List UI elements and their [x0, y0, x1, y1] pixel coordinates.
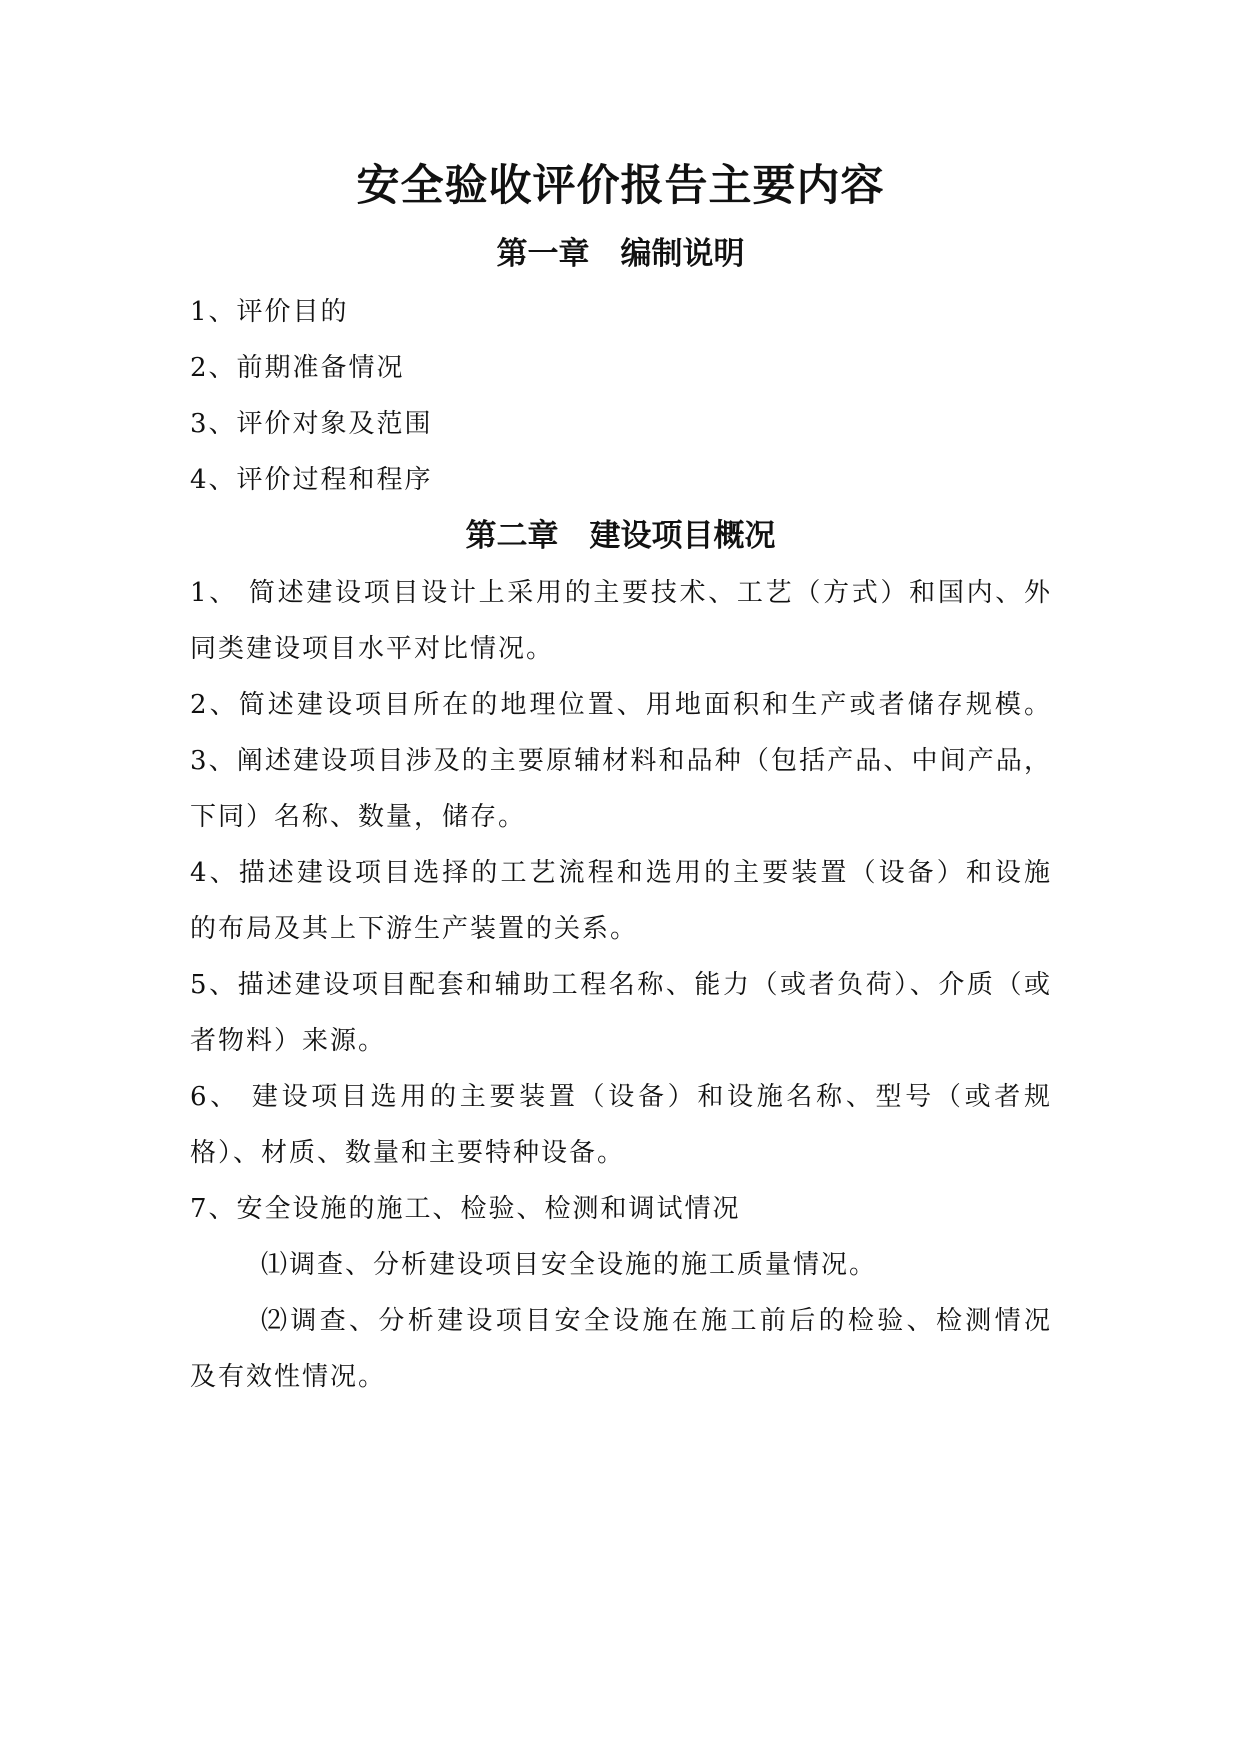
- chapter-2-line: 5、描述建设项目配套和辅助工程名称、能力（或者负荷）、介质（或: [190, 970, 1052, 1000]
- chapter-2-subitem: ⑴调查、分析建设项目安全设施的施工质量情况。: [261, 1250, 878, 1280]
- chapter-2-line: 的布局及其上下游生产装置的关系。: [190, 914, 639, 944]
- chapter-2-subitem: ⑵调查、分析建设项目安全设施在施工前后的检验、检测情况: [261, 1306, 1052, 1336]
- chapter-1-item: 4、评价过程和程序: [190, 465, 433, 495]
- chapter-2-line: 者物料）来源。: [190, 1026, 387, 1056]
- chapter-1-item: 1、评价目的: [190, 297, 349, 327]
- chapter-2-line: 2、简述建设项目所在的地理位置、用地面积和生产或者储存规模。: [190, 690, 1052, 720]
- chapter-2-line: 下同）名称、数量，储存。: [190, 802, 527, 832]
- chapter-2-line: 3、阐述建设项目涉及的主要原辅材料和品种（包括产品、中间产品，: [190, 746, 1052, 776]
- chapter-1-item: 2、前期准备情况: [190, 353, 405, 383]
- chapter-2-line: 4、描述建设项目选择的工艺流程和选用的主要装置（设备）和设施: [190, 858, 1052, 888]
- chapter-2-heading: 第二章 建设项目概况: [465, 518, 776, 554]
- chapter-1-heading: 第一章 编制说明: [496, 236, 745, 272]
- chapter-2-line: 格）、材质、数量和主要特种设备。: [190, 1138, 626, 1168]
- chapter-1-item: 3、评价对象及范围: [190, 409, 433, 439]
- chapter-2-line: 1、 简述建设项目设计上采用的主要技术、工艺（方式）和国内、外: [190, 578, 1052, 608]
- chapter-2-line: 及有效性情况。: [190, 1362, 387, 1392]
- chapter-2-line: 7、安全设施的施工、检验、检测和调试情况: [190, 1194, 741, 1224]
- document-title: 安全验收评价报告主要内容: [356, 161, 885, 211]
- chapter-2-line: 6、 建设项目选用的主要装置（设备）和设施名称、型号（或者规: [190, 1082, 1052, 1112]
- chapter-2-line: 同类建设项目水平对比情况。: [190, 634, 555, 664]
